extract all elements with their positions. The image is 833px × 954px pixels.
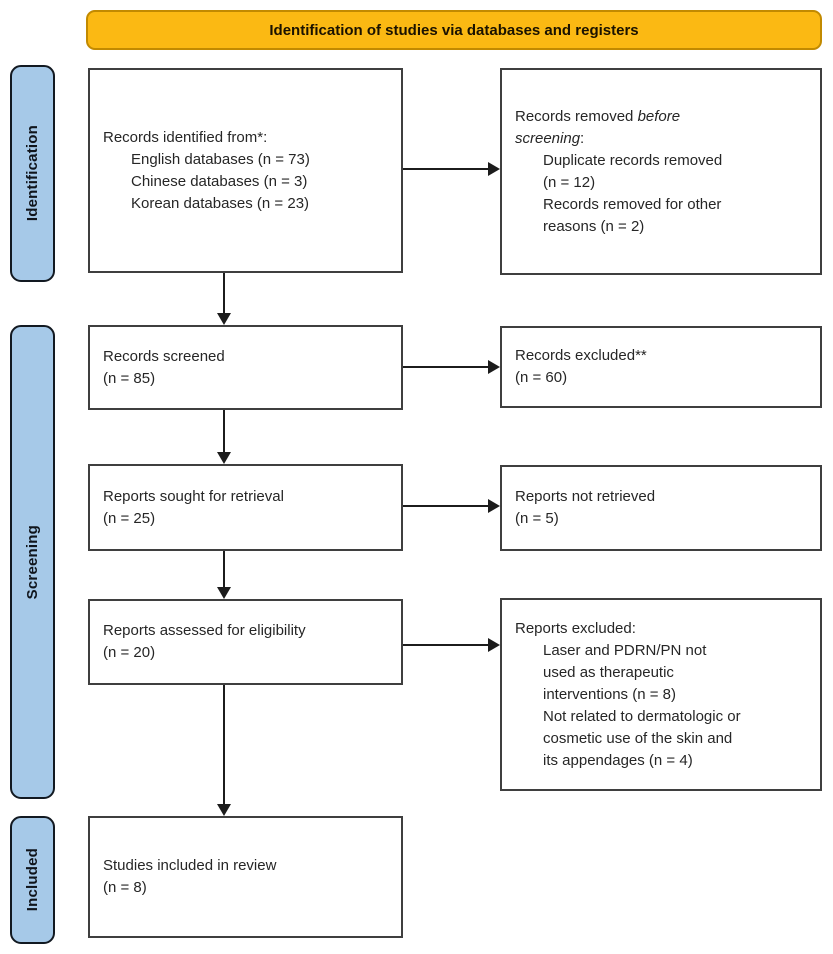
arrow-screened-to-excluded-head	[488, 360, 500, 374]
arrow-screened-to-sought-head	[217, 452, 231, 464]
records-removed-item-other-2: reasons (n = 2)	[543, 217, 645, 235]
records-identified-item-korean: Korean databases (n = 23)	[131, 194, 310, 212]
records-removed-title-normal: Records removed	[515, 107, 638, 125]
arrow-assessed-to-included-head	[217, 804, 231, 816]
stage-label-identification	[10, 65, 55, 282]
records-removed-title-italic1: before	[637, 107, 681, 125]
records-removed-title-italic2: screening	[515, 129, 581, 147]
stage-label-screening-text: Screening	[24, 524, 41, 600]
box-reports-sought	[88, 464, 403, 551]
records-removed-item-duplicates-1: Duplicate records removed	[543, 151, 723, 169]
arrow-assessed-to-included-line	[223, 685, 225, 804]
box-records-removed	[500, 68, 822, 275]
arrow-sought-to-notretrieved-line	[403, 505, 489, 507]
studies-included-text: Studies included in review	[103, 857, 277, 874]
reports-assessed-text: Reports assessed for eligibility	[103, 622, 306, 639]
arrow-screened-to-sought-line	[223, 410, 225, 452]
reports-excluded-item2-line3: its appendages (n = 4)	[543, 751, 693, 769]
arrow-sought-to-assessed-line	[223, 551, 225, 587]
stage-label-identification-text: Identification	[24, 125, 41, 222]
reports-excluded-item2-line2: cosmetic use of the skin and	[543, 729, 733, 747]
records-identified-item-chinese: Chinese databases (n = 3)	[131, 172, 308, 190]
records-excluded-text: Records excluded**	[515, 347, 647, 364]
records-removed-title-line2	[515, 128, 812, 150]
header-banner	[86, 10, 822, 50]
reports-sought-text: Reports sought for retrieval	[103, 487, 284, 505]
box-reports-excluded	[500, 598, 822, 791]
records-removed-item-other-1: Records removed for other	[543, 195, 722, 213]
records-screened-count: (n = 85)	[103, 369, 156, 387]
header-title: Identification of studies via databases and registers	[269, 21, 639, 39]
arrow-sought-to-assessed-head	[217, 587, 231, 599]
records-screened-text: Records screened	[103, 347, 225, 365]
stage-label-included	[10, 816, 55, 944]
records-identified-title: Records identified from*:	[103, 128, 268, 146]
records-excluded-count: (n = 60)	[515, 369, 568, 386]
arrow-identified-to-screened-line	[223, 273, 225, 313]
box-records-excluded	[500, 326, 822, 408]
reports-excluded-title: Reports excluded:	[515, 619, 636, 637]
box-records-screened	[88, 325, 403, 410]
arrow-identified-to-removed-head	[488, 162, 500, 176]
records-removed-item-duplicates-2: (n = 12)	[543, 173, 596, 191]
stage-label-screening	[10, 325, 55, 799]
arrow-assessed-to-excluded-head	[488, 638, 500, 652]
records-removed-title-line1	[515, 106, 812, 128]
arrow-assessed-to-excluded-line	[403, 644, 489, 646]
box-reports-not-retrieved	[500, 465, 822, 551]
reports-excluded-item1-line1: Laser and PDRN/PN not	[543, 641, 707, 659]
arrow-screened-to-excluded-line	[403, 366, 489, 368]
arrow-sought-to-notretrieved-head	[488, 499, 500, 513]
records-identified-item-english: English databases (n = 73)	[131, 150, 310, 168]
arrow-identified-to-screened-head	[217, 313, 231, 325]
records-removed-title-colon: :	[580, 129, 585, 147]
studies-included-count: (n = 8)	[103, 879, 147, 896]
reports-not-retrieved-text: Reports not retrieved	[515, 488, 656, 505]
box-records-identified	[88, 68, 403, 273]
reports-not-retrieved-count: (n = 5)	[515, 510, 559, 527]
reports-excluded-item1-line3: interventions (n = 8)	[543, 685, 676, 703]
box-studies-included	[88, 816, 403, 938]
stage-label-included-text: Included	[24, 848, 41, 912]
arrow-identified-to-removed-line	[403, 168, 489, 170]
reports-sought-count: (n = 25)	[103, 509, 156, 527]
box-reports-assessed	[88, 599, 403, 685]
reports-excluded-item1-line2: used as therapeutic	[543, 663, 674, 681]
reports-assessed-count: (n = 20)	[103, 644, 156, 661]
reports-excluded-item2-line1: Not related to dermatologic or	[543, 707, 741, 725]
